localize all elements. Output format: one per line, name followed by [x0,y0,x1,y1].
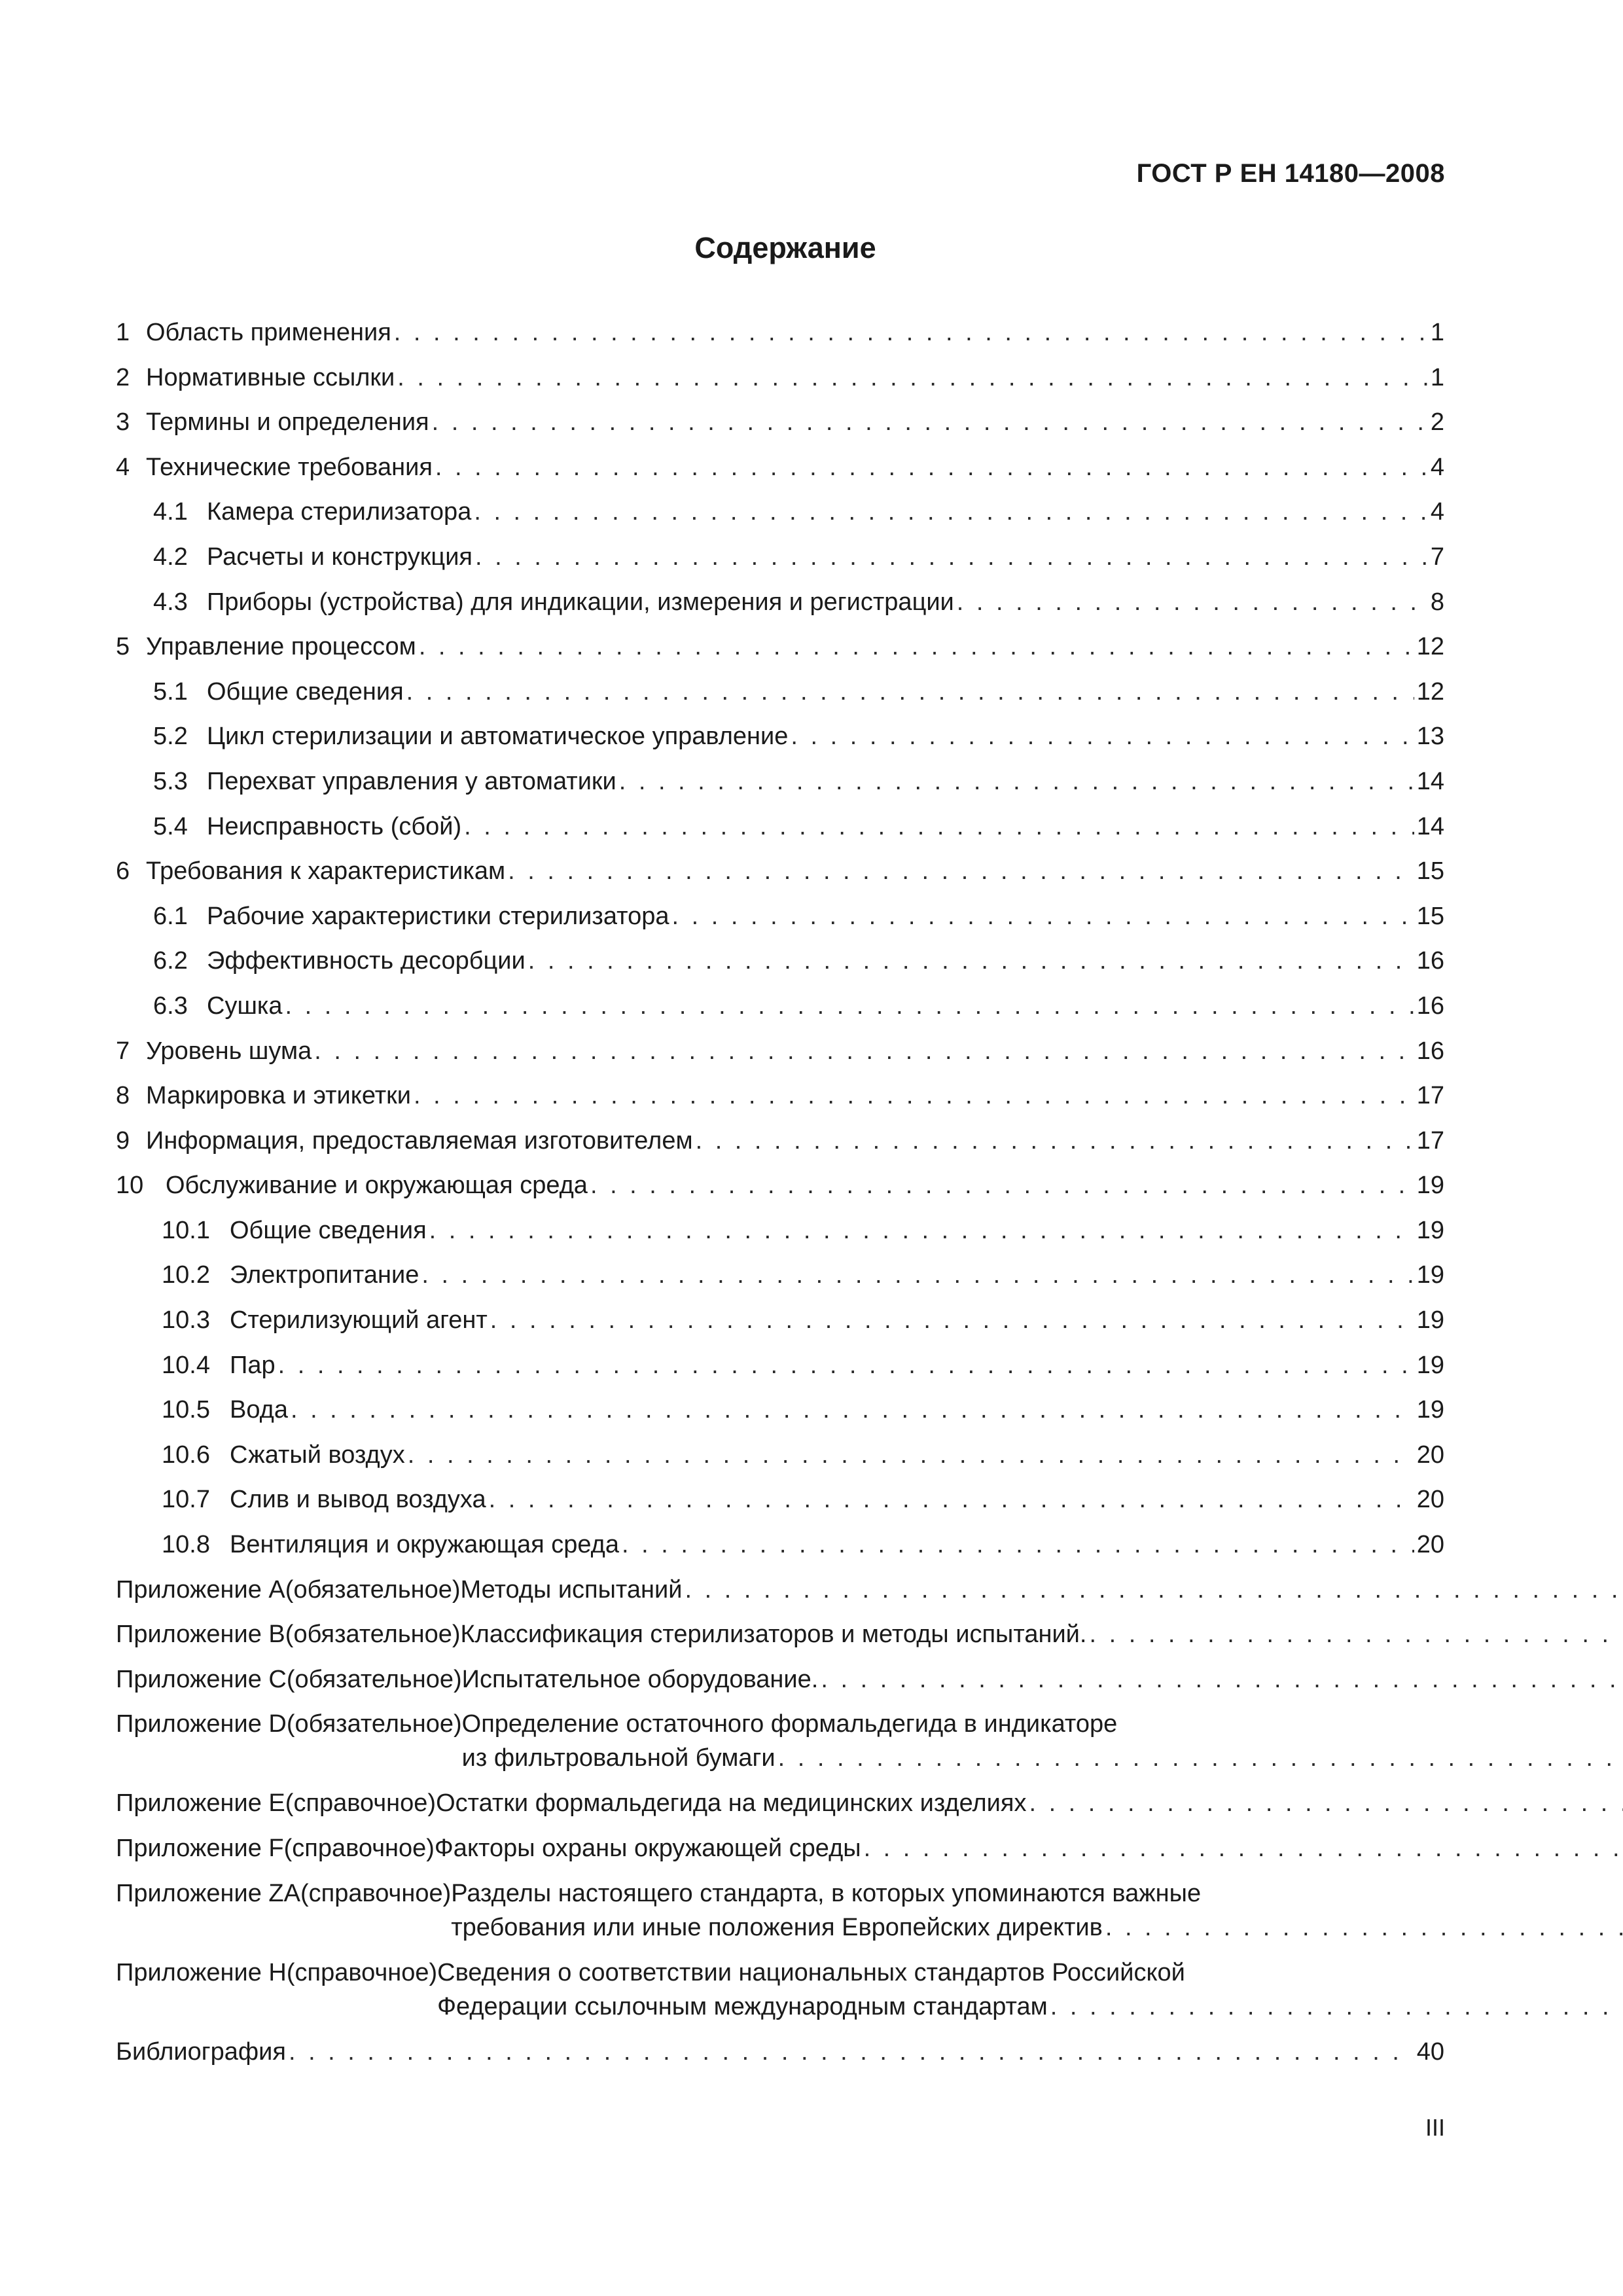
toc-entry-title: Термины и определения [146,408,429,437]
appendix-body [451,1878,1623,1943]
toc-appendix-entry[interactable] [116,1708,1444,1787]
toc-leader-dots [508,855,1414,887]
toc-entry-title: Уровень шума [146,1037,312,1065]
toc-entry[interactable] [116,1125,1444,1170]
toc-entry-number: 4.2 [153,543,188,571]
bibliography-title: Библиография [116,2037,286,2066]
toc-entry-page: 15 [1416,857,1444,886]
toc-entry-title: Сжатый воздух [230,1441,405,1469]
toc-entry-number: 10.7 [162,1486,210,1514]
toc-entry-page: 8 [1430,588,1444,616]
toc-entry-number: 10.4 [162,1351,210,1379]
toc-entry[interactable] [116,766,1444,811]
toc-bibliography-entry[interactable] [116,2036,1444,2081]
page-number: III [1425,2114,1445,2141]
toc-entry-title: Общие сведения [230,1216,427,1244]
appendix-title-continued: из фильтровальной бумаги [461,1744,776,1772]
bibliography-page: 40 [1416,2037,1444,2066]
appendix-body [462,1664,1623,1695]
toc-entry[interactable] [116,1350,1444,1395]
toc-entry-page: 12 [1416,633,1444,661]
table-of-contents [116,317,1444,2081]
appendix-label: Приложение С [116,1665,287,1693]
toc-entry-number: 6 [116,857,130,886]
toc-entry-title: Технические требования [146,453,433,481]
toc-entry-number: 4 [116,453,130,481]
toc-entry-title: Область применения [146,319,391,346]
toc-appendix-entry[interactable] [116,1787,1444,1833]
toc-entry-number: 5.4 [153,812,188,840]
toc-entry-title: Неисправность (сбой) [207,812,462,840]
toc-leader-dots [1105,1912,1623,1943]
toc-leader-dots [464,811,1414,842]
toc-leader-dots [289,2036,1414,2068]
toc-leader-dots [285,990,1414,1022]
toc-leader-dots [475,541,1428,573]
toc-leader-dots [489,1484,1414,1515]
toc-leader-dots [291,1394,1414,1426]
toc-entry-page: 20 [1416,1531,1444,1559]
toc-entry-title: Камера стерилизатора [207,498,472,526]
toc-entry[interactable] [116,901,1444,946]
toc-entry[interactable] [116,1259,1444,1304]
toc-leader-dots [474,496,1428,528]
toc-entry[interactable] [116,676,1444,721]
appendix-body [461,1619,1623,1650]
toc-appendix-entry[interactable] [116,1833,1444,1878]
toc-leader-dots [1029,1787,1623,1819]
toc-appendix-entry[interactable] [116,1878,1444,1957]
toc-entry-page: 19 [1416,1396,1444,1424]
toc-entry-page: 14 [1416,767,1444,795]
toc-entry[interactable] [116,496,1444,541]
toc-entry[interactable] [116,721,1444,766]
toc-entry-title: Сушка [207,992,283,1020]
appendix-title: Испытательное оборудование. [461,1665,819,1693]
appendix-title: Определение остаточного формальдегида в индикаторе [461,1710,1118,1738]
toc-leader-dots [528,945,1414,977]
toc-entry-title: Электропитание [230,1261,419,1289]
toc-leader-dots [421,1259,1414,1291]
toc-entry-number: 1 [116,319,130,346]
toc-appendix-entry[interactable] [116,1619,1444,1664]
toc-entry-number: 5.3 [153,767,188,795]
toc-entry-number: 9 [116,1126,130,1155]
toc-entry-number: 2 [116,363,130,391]
toc-entry-number: 6.3 [153,992,188,1020]
toc-entry-title: Управление процессом [146,633,416,661]
toc-leader-dots [397,362,1428,393]
appendix-label: Приложение F [116,1835,284,1862]
toc-entry-page: 19 [1416,1306,1444,1335]
toc-entry[interactable] [116,1529,1444,1574]
toc-leader-dots [419,631,1414,662]
appendix-body [436,1787,1623,1819]
appendix-title: Классификация стерилизаторов и методы испытаний. [460,1621,1087,1649]
toc-entry-number: 6.1 [153,902,188,930]
toc-entry[interactable] [116,1304,1444,1350]
toc-entry[interactable] [116,811,1444,856]
toc-entry-number: 10.1 [162,1216,210,1244]
toc-entry-number: 5.2 [153,723,188,751]
document-header: ГОСТ Р ЕН 14180—2008 [1136,159,1445,188]
appendix-body [437,1957,1623,2022]
toc-entry-page: 4 [1430,498,1444,526]
toc-entry[interactable] [116,452,1444,497]
toc-leader-dots [278,1350,1414,1381]
toc-entry-number: 10.8 [162,1531,210,1559]
appendix-body [435,1833,1623,1864]
toc-entry-title: Расчеты и конструкция [207,543,473,571]
appendix-title: Разделы настоящего стандарта, в которых упоминаются важные [451,1879,1202,1907]
appendix-title: Методы испытаний [460,1575,683,1604]
appendix-title-continued: требования или иные положения Европейских директив [451,1913,1103,1941]
toc-leader-dots [864,1833,1623,1864]
toc-entry-title: Маркировка и этикетки [146,1082,411,1110]
toc-entry[interactable] [116,541,1444,586]
appendix-label: Приложение D [116,1710,287,1738]
toc-entry-title: Нормативные ссылки [146,363,395,391]
appendix-label: Приложение Е [116,1789,285,1818]
toc-entry-page: 16 [1416,992,1444,1020]
toc-appendix-entry[interactable] [116,1957,1444,2036]
toc-entry-page: 20 [1416,1441,1444,1469]
toc-leader-dots [696,1125,1414,1157]
appendix-status: (обязательное) [285,1575,461,1604]
toc-entry-title: Обслуживание и окружающая среда [166,1172,588,1200]
toc-entry-title: Пар [230,1351,276,1379]
toc-entry-page: 4 [1430,453,1444,481]
appendix-title: Факторы охраны окружающей среды [434,1835,861,1862]
toc-leader-dots [429,1215,1414,1246]
appendix-status: (справочное) [285,1789,437,1818]
appendix-label: Приложение А [116,1575,285,1604]
appendix-status: (справочное) [283,1835,435,1862]
toc-leader-dots [778,1742,1623,1774]
toc-entry-page: 1 [1430,319,1444,346]
appendix-title: Сведения о соответствии национальных стандартов Российской [437,1958,1185,1986]
appendix-label: Приложение В [116,1621,285,1649]
page-title: Содержание [694,231,876,264]
toc-entry-page: 19 [1416,1261,1444,1289]
toc-entry[interactable] [116,1394,1444,1439]
appendix-body [461,1574,1623,1605]
toc-leader-dots [957,586,1428,618]
toc-entry-page: 16 [1416,947,1444,975]
toc-entry[interactable] [116,1080,1444,1125]
toc-entry-title: Вода [230,1396,288,1424]
toc-entry-page: 16 [1416,1037,1444,1065]
toc-entry[interactable] [116,1484,1444,1529]
toc-entry-title: Общие сведения [207,677,404,706]
toc-leader-dots [821,1664,1623,1695]
toc-entry-title: Вентиляция и окружающая среда [230,1531,619,1559]
toc-leader-dots [432,406,1428,438]
toc-entry[interactable] [116,586,1444,632]
toc-entry-page: 2 [1430,408,1444,437]
appendix-label: Приложение Н [116,1958,287,1986]
toc-entry-number: 5 [116,633,130,661]
toc-entry-title: Стерилизующий агент [230,1306,488,1335]
toc-entry-page: 7 [1430,543,1444,571]
toc-entry[interactable] [116,1215,1444,1260]
toc-leader-dots [685,1574,1623,1605]
toc-entry[interactable] [116,406,1444,452]
toc-entry-title: Перехват управления у автоматики [207,767,616,795]
toc-entry[interactable] [116,362,1444,407]
toc-entry-number: 4.1 [153,498,188,526]
toc-entry-page: 19 [1416,1351,1444,1379]
toc-leader-dots [590,1170,1414,1201]
appendix-status: (обязательное) [286,1710,462,1738]
toc-entry-number: 8 [116,1082,130,1110]
toc-leader-dots [1050,1991,1623,2022]
toc-entry-title: Цикл стерилизации и автоматическое управление [207,723,789,751]
toc-entry-page: 17 [1416,1126,1444,1155]
toc-leader-dots [394,317,1428,348]
toc-entry[interactable] [116,990,1444,1035]
toc-entry-title: Эффективность десорбции [207,947,526,975]
toc-entry-title: Приборы (устройства) для индикации, измерения и регистрации [207,588,954,616]
toc-leader-dots [622,1529,1414,1560]
toc-entry[interactable] [116,1170,1444,1215]
toc-entry[interactable] [116,317,1444,362]
toc-leader-dots [314,1035,1414,1067]
toc-entry[interactable] [116,1439,1444,1484]
appendix-status: (обязательное) [285,1621,461,1649]
toc-entry-page: 17 [1416,1082,1444,1110]
appendix-status: (обязательное) [286,1665,462,1693]
appendix-title: Остатки формальдегида на медицинских изделиях [436,1789,1027,1818]
toc-appendix-entry[interactable] [116,1664,1444,1709]
toc-leader-dots [414,1080,1414,1111]
toc-entry-title: Информация, предоставляемая изготовителем [146,1126,693,1155]
toc-entry-number: 10.2 [162,1261,210,1289]
toc-appendix-entry[interactable] [116,1574,1444,1619]
toc-leader-dots [490,1304,1414,1336]
toc-entry-page: 13 [1416,723,1444,751]
toc-entry-page: 20 [1416,1486,1444,1514]
appendix-label: Приложение ZA [116,1879,300,1907]
toc-leader-dots [672,901,1414,932]
toc-entry-number: 10.5 [162,1396,210,1424]
toc-entry-number: 6.2 [153,947,188,975]
toc-leader-dots [791,721,1414,752]
toc-entry[interactable] [116,855,1444,901]
toc-entry-title: Рабочие характеристики стерилизатора [207,902,669,930]
appendix-body [462,1708,1623,1774]
toc-entry-page: 1 [1430,363,1444,391]
toc-entry-number: 10.6 [162,1441,210,1469]
appendix-status: (справочное) [286,1958,438,1986]
toc-entry[interactable] [116,631,1444,676]
toc-leader-dots [406,676,1414,708]
toc-entry-number: 10 [116,1172,144,1200]
toc-entry-number: 5.1 [153,677,188,706]
toc-entry[interactable] [116,1035,1444,1081]
toc-entry-number: 7 [116,1037,130,1065]
toc-leader-dots [435,452,1428,483]
appendix-status: (справочное) [300,1879,452,1907]
toc-entry-page: 12 [1416,677,1444,706]
toc-leader-dots [619,766,1414,797]
appendix-title-continued: Федерации ссылочным международным стандартам [437,1992,1048,2020]
toc-entry-number: 4.3 [153,588,188,616]
toc-entry-page: 15 [1416,902,1444,930]
toc-leader-dots [408,1439,1414,1471]
toc-entry-title: Слив и вывод воздуха [230,1486,486,1514]
toc-entry-page: 19 [1416,1172,1444,1200]
toc-entry-number: 10.3 [162,1306,210,1335]
toc-entry-page: 19 [1416,1216,1444,1244]
toc-entry-title: Требования к характеристикам [146,857,506,886]
toc-entry-page: 14 [1416,812,1444,840]
toc-entry-number: 3 [116,408,130,437]
toc-entry[interactable] [116,945,1444,990]
toc-leader-dots [1089,1619,1623,1650]
